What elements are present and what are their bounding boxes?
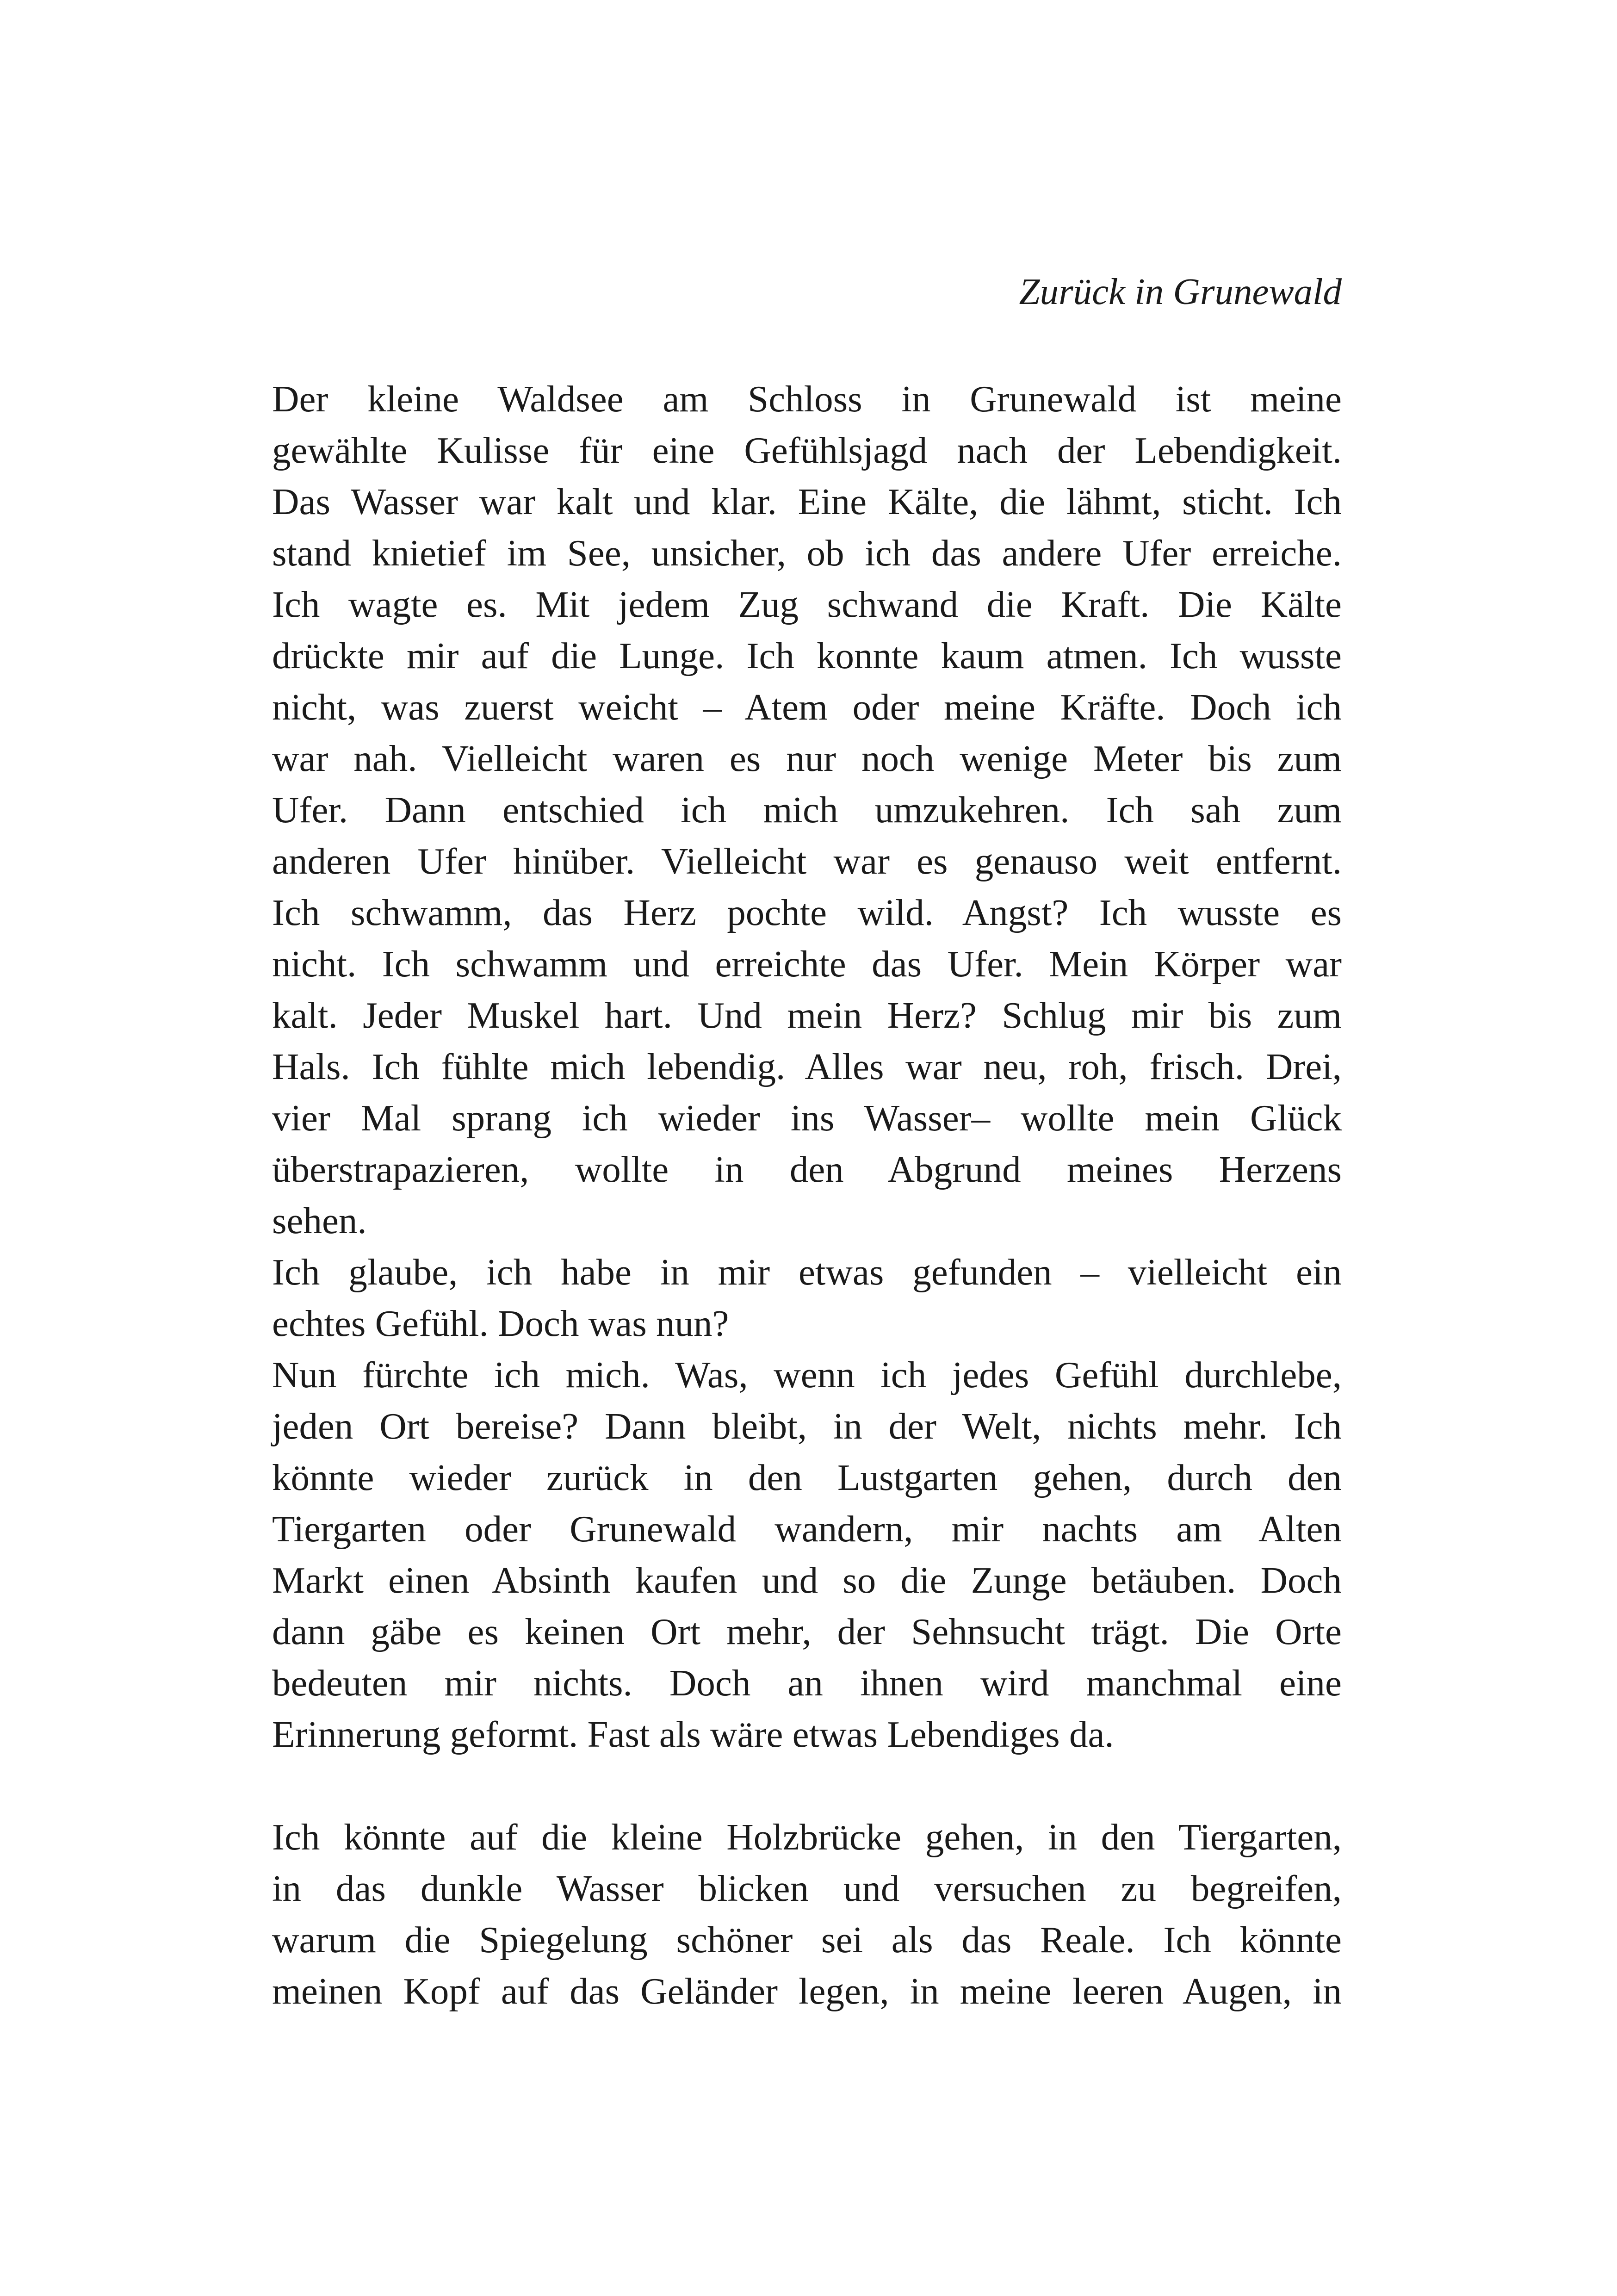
body-text xyxy=(272,373,1342,2017)
text-line: war nah. Vielleicht waren es nur noch wenige Meter bis zum xyxy=(272,738,1342,779)
paragraph xyxy=(272,1247,1342,1349)
text-line: sehen. xyxy=(272,1200,367,1241)
text-line: anderen Ufer hinüber. Vielleicht war es genauso weit entfernt. xyxy=(272,840,1342,882)
text-line: in das dunkle Wasser blicken und versuchen zu begreifen, xyxy=(272,1868,1342,1909)
text-line: dann gäbe es keinen Ort mehr, der Sehnsucht trägt. Die Orte xyxy=(272,1611,1342,1652)
text-line: echtes Gefühl. Doch was nun? xyxy=(272,1303,729,1344)
running-head: Zurück in Grunewald xyxy=(1019,271,1342,312)
text-line: jeden Ort bereise? Dann bleibt, in der Welt, nichts mehr. Ich xyxy=(272,1405,1342,1447)
text-line: Ich wagte es. Mit jedem Zug schwand die Kraft. Die Kälte xyxy=(272,583,1342,625)
paragraph-gap xyxy=(272,1760,1342,1812)
text-line: drückte mir auf die Lunge. Ich konnte kaum atmen. Ich wusste xyxy=(272,635,1342,676)
text-line: Ich könnte auf die kleine Holzbrücke gehen, in den Tiergarten, xyxy=(272,1816,1342,1858)
paragraph xyxy=(272,1349,1342,1760)
text-line: nicht. Ich schwamm und erreichte das Ufer. Mein Körper war xyxy=(272,943,1342,985)
paragraph xyxy=(272,373,1342,1247)
text-line: Ufer. Dann entschied ich mich umzukehren. Ich sah zum xyxy=(272,789,1342,831)
text-line: Erinnerung geformt. Fast als wäre etwas Lebendiges da. xyxy=(272,1713,1114,1755)
text-line: Tiergarten oder Grunewald wandern, mir nachts am Alten xyxy=(272,1508,1342,1550)
text-line: überstrapazieren, wollte in den Abgrund meines Herzens xyxy=(272,1148,1342,1190)
text-line: Nun fürchte ich mich. Was, wenn ich jedes Gefühl durchlebe, xyxy=(272,1354,1342,1396)
text-line: Ich schwamm, das Herz pochte wild. Angst? Ich wusste es xyxy=(272,892,1342,933)
text-line: warum die Spiegelung schöner sei als das Reale. Ich könnte xyxy=(272,1919,1342,1961)
paragraph xyxy=(272,1812,1342,2017)
text-line: Der kleine Waldsee am Schloss in Grunewald ist meine xyxy=(272,378,1342,420)
text-line: Hals. Ich fühlte mich lebendig. Alles war neu, roh, frisch. Drei, xyxy=(272,1046,1342,1087)
text-line: bedeuten mir nichts. Doch an ihnen wird manchmal eine xyxy=(272,1662,1342,1704)
text-line: könnte wieder zurück in den Lustgarten gehen, durch den xyxy=(272,1457,1342,1498)
text-line: Ich glaube, ich habe in mir etwas gefunden – vielleicht ein xyxy=(272,1251,1342,1293)
text-line: meinen Kopf auf das Geländer legen, in meine leeren Augen, in xyxy=(272,1970,1342,2012)
text-line: Markt einen Absinth kaufen und so die Zunge betäuben. Doch xyxy=(272,1559,1342,1601)
text-line: Das Wasser war kalt und klar. Eine Kälte, die lähmt, sticht. Ich xyxy=(272,481,1342,522)
text-line: stand knietief im See, unsicher, ob ich das andere Ufer erreiche. xyxy=(272,532,1342,574)
text-line: kalt. Jeder Muskel hart. Und mein Herz? Schlug mir bis zum xyxy=(272,994,1342,1036)
text-line: vier Mal sprang ich wieder ins Wasser– wollte mein Glück xyxy=(272,1097,1342,1139)
text-line: gewählte Kulisse für eine Gefühlsjagd nach der Lebendigkeit. xyxy=(272,429,1342,471)
text-line: nicht, was zuerst weicht – Atem oder meine Kräfte. Doch ich xyxy=(272,686,1342,728)
